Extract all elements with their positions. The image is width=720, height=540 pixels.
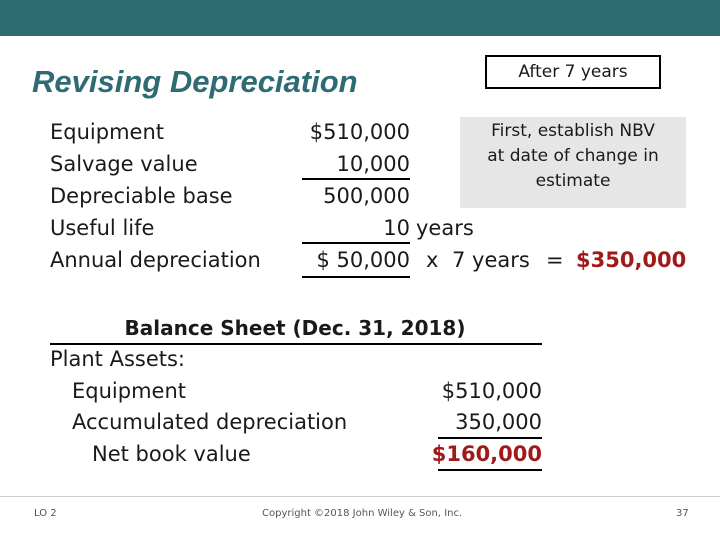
row-value-useful-life: 10 — [383, 216, 410, 240]
accumulated-depreciation-result: $350,000 — [576, 248, 687, 272]
note-line: First, establish NBV — [491, 121, 655, 141]
bs-nbv-value: $160,000 — [431, 442, 542, 466]
row-label-salvage: Salvage value — [50, 152, 198, 176]
useful-life-unit: years — [416, 216, 474, 240]
underline — [302, 178, 410, 180]
row-label-depreciable-base: Depreciable base — [50, 184, 233, 208]
slide-title: Revising Depreciation — [32, 64, 358, 99]
footer-divider — [0, 496, 720, 497]
double-underline — [438, 469, 542, 471]
row-value-depreciable-base: 500,000 — [323, 184, 410, 208]
times-sign: x — [426, 248, 439, 272]
bs-equipment-label: Equipment — [72, 379, 186, 403]
bs-nbv-label: Net book value — [92, 442, 251, 466]
row-label-useful-life: Useful life — [50, 216, 155, 240]
equals-sign: = — [546, 248, 564, 272]
double-underline — [302, 276, 410, 278]
bs-equipment-value: $510,000 — [441, 379, 542, 403]
note-line: at date of change in — [487, 146, 659, 166]
underline — [438, 437, 542, 439]
balance-sheet-title: Balance Sheet (Dec. 31, 2018) — [124, 316, 466, 340]
top-bar — [0, 0, 720, 36]
row-value-salvage: 10,000 — [336, 152, 410, 176]
nbv-note-box — [460, 117, 686, 208]
plant-assets-heading: Plant Assets: — [50, 347, 186, 371]
row-label-equipment: Equipment — [50, 120, 164, 144]
copyright: Copyright ©2018 John Wiley & Son, Inc. — [262, 508, 463, 519]
note-line: estimate — [535, 171, 611, 191]
bs-accum-value: 350,000 — [455, 410, 542, 434]
row-value-annual-depreciation: $ 50,000 — [316, 248, 410, 272]
after-years-callout: After 7 years — [485, 55, 661, 89]
row-value-equipment: $510,000 — [309, 120, 410, 144]
calc-years: 7 years — [452, 248, 530, 272]
bs-accum-label: Accumulated depreciation — [72, 410, 348, 434]
row-label-annual-depreciation: Annual depreciation — [50, 248, 261, 272]
page-number: 37 — [676, 508, 689, 519]
learning-objective: LO 2 — [34, 508, 57, 519]
underline — [302, 242, 410, 244]
